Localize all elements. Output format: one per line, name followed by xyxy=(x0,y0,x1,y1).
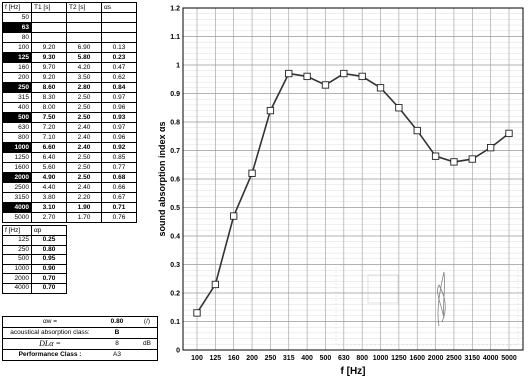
header-frequency-p: f [Hz] xyxy=(3,226,32,236)
t1-cell: 9.70 xyxy=(32,63,67,73)
x-tick-label: 1600 xyxy=(409,355,426,362)
summary-panel xyxy=(2,316,158,361)
alpha-s-cell: 0.77 xyxy=(102,163,137,173)
data-point-marker xyxy=(267,107,273,113)
table-row xyxy=(3,173,137,183)
data-point-marker xyxy=(341,70,347,76)
table-row xyxy=(3,93,137,103)
y-tick-label: 0.6 xyxy=(170,176,180,184)
header-t2: T2 [s] xyxy=(67,3,102,13)
performance-class-spacer xyxy=(137,350,157,360)
alpha-s-cell: 0.92 xyxy=(102,143,137,153)
chart-grid xyxy=(183,8,523,350)
x-tick-label: 800 xyxy=(356,355,369,362)
data-table-panel xyxy=(2,2,156,294)
t2-cell: 2.50 xyxy=(67,93,102,103)
alpha-p-cell: 0.70 xyxy=(32,283,67,293)
table-row xyxy=(3,63,137,73)
y-tick-label: 0.2 xyxy=(170,290,180,298)
x-tick-label: 630 xyxy=(337,355,350,362)
y-tick-label: 0.4 xyxy=(170,233,180,241)
t2-cell: 1.70 xyxy=(67,213,102,223)
x-tick-label: 250 xyxy=(264,355,277,362)
t1-cell xyxy=(32,33,67,43)
performance-class-value: A3 xyxy=(113,351,121,358)
frequency-cell: 315 xyxy=(3,93,32,103)
header-alpha-s: αs xyxy=(102,3,137,13)
x-axis-label: f [Hz] xyxy=(340,366,366,377)
table-row xyxy=(3,53,137,63)
data-point-marker xyxy=(212,281,218,287)
alpha-s-cell: 0.71 xyxy=(102,203,137,213)
table-row xyxy=(3,133,137,143)
alpha-p-cell: 0.25 xyxy=(32,236,67,246)
alpha-p-table xyxy=(2,225,67,294)
y-tick-label: 0.3 xyxy=(170,262,180,269)
y-tick-label: 0.5 xyxy=(170,205,180,212)
t2-cell: 2.20 xyxy=(67,193,102,203)
dl-alpha-value: 8 xyxy=(115,340,119,347)
data-point-marker xyxy=(304,73,310,79)
alpha-s-cell: 0.97 xyxy=(102,93,137,103)
t1-cell xyxy=(32,13,67,23)
y-tick-label: 1 xyxy=(176,62,180,70)
t1-cell: 6.60 xyxy=(32,143,67,153)
table-row xyxy=(3,193,137,203)
table-row xyxy=(3,236,67,246)
t1-cell: 3.80 xyxy=(32,193,67,203)
t1-cell: 7.20 xyxy=(32,123,67,133)
x-tick-label: 2500 xyxy=(446,355,462,362)
t2-cell: 2.50 xyxy=(67,173,102,183)
data-point-marker xyxy=(231,213,237,219)
alpha-s-cell xyxy=(102,23,137,33)
x-tick-label: 200 xyxy=(246,355,258,362)
performance-class-label: Performance Class : xyxy=(18,351,82,358)
frequency-cell: 2500 xyxy=(3,183,32,193)
table-row xyxy=(3,73,137,83)
t1-cell: 4.90 xyxy=(32,173,67,183)
x-tick-label: 125 xyxy=(209,355,222,362)
table-row xyxy=(3,203,137,213)
alpha-w-row xyxy=(3,317,157,328)
frequency-cell: 3150 xyxy=(3,193,32,203)
t1-cell: 3.10 xyxy=(32,203,67,213)
data-point-marker xyxy=(249,170,255,176)
header-frequency: f [Hz] xyxy=(3,3,32,13)
t2-cell: 2.40 xyxy=(67,143,102,153)
alpha-s-cell: 0.85 xyxy=(102,153,137,163)
alpha-s-cell xyxy=(102,13,137,23)
frequency-cell: 160 xyxy=(3,63,32,73)
alpha-s-cell: 0.97 xyxy=(102,123,137,133)
alpha-s-cell: 0.47 xyxy=(102,63,137,73)
table-row xyxy=(3,274,67,284)
y-tick-label: 0.1 xyxy=(170,319,180,326)
y-tick-label: 0.7 xyxy=(170,148,180,155)
frequency-cell: 250 xyxy=(3,245,32,255)
alpha-w-unit: (/) xyxy=(143,318,151,325)
frequency-cell: 500 xyxy=(3,113,32,123)
x-tick-label: 1250 xyxy=(391,355,407,362)
t2-cell: 2.50 xyxy=(67,163,102,173)
t2-cell: 2.50 xyxy=(67,153,102,163)
t1-cell: 8.60 xyxy=(32,83,67,93)
frequency-cell: 63 xyxy=(3,23,32,33)
data-point-marker xyxy=(451,159,457,165)
data-point-marker xyxy=(469,156,475,162)
table-row xyxy=(3,163,137,173)
table-row xyxy=(3,283,67,293)
table-row xyxy=(3,43,137,53)
alpha-p-cell: 0.70 xyxy=(32,274,67,284)
t2-cell xyxy=(67,33,102,43)
x-tick-label: 5000 xyxy=(501,355,517,362)
table-row xyxy=(3,23,137,33)
table-row xyxy=(3,213,137,223)
frequency-cell: 400 xyxy=(3,103,32,113)
dl-alpha-label: DLα = xyxy=(39,339,61,348)
dl-alpha-unit: dB xyxy=(143,340,151,347)
absorption-class-row xyxy=(3,328,157,339)
t2-cell: 2.50 xyxy=(67,113,102,123)
data-point-marker xyxy=(396,105,402,111)
x-tick-label: 315 xyxy=(282,355,295,362)
alpha-s-cell: 0.84 xyxy=(102,83,137,93)
t2-cell xyxy=(67,13,102,23)
alpha-p-cell: 0.90 xyxy=(32,264,67,274)
alpha-s-cell: 0.96 xyxy=(102,103,137,113)
data-point-marker xyxy=(487,144,493,150)
y-tick-label: 0 xyxy=(176,347,180,355)
alpha-s-cell: 0.23 xyxy=(102,53,137,63)
t1-cell: 8.00 xyxy=(32,103,67,113)
frequency-cell: 4000 xyxy=(3,203,32,213)
data-point-marker xyxy=(194,310,200,316)
table-row xyxy=(3,123,137,133)
alpha-s-cell: 0.68 xyxy=(102,173,137,183)
t2-cell: 5.80 xyxy=(67,53,102,63)
frequency-cell: 2000 xyxy=(3,173,32,183)
t1-cell: 9.20 xyxy=(32,43,67,53)
table-row xyxy=(3,83,137,93)
frequency-cell: 2000 xyxy=(3,274,32,284)
x-tick-label: 160 xyxy=(227,355,240,362)
data-point-marker xyxy=(322,82,328,88)
alpha-s-cell: 0.13 xyxy=(102,43,137,53)
table-row xyxy=(3,113,137,123)
data-markers xyxy=(194,70,512,316)
table-row xyxy=(3,13,137,23)
alpha-s-cell xyxy=(102,33,137,43)
x-tick-label: 1000 xyxy=(372,355,389,362)
frequency-cell: 1000 xyxy=(3,143,32,153)
frequency-cell: 1000 xyxy=(3,264,32,274)
y-tick-label: 1.1 xyxy=(170,34,180,41)
frequency-cell: 500 xyxy=(3,255,32,265)
t2-cell: 6.90 xyxy=(67,43,102,53)
frequency-cell: 100 xyxy=(3,43,32,53)
t2-cell: 3.50 xyxy=(67,73,102,83)
t1-cell: 9.20 xyxy=(32,73,67,83)
frequency-cell: 125 xyxy=(3,236,32,246)
header-alpha-p: αp xyxy=(32,226,67,236)
table-row xyxy=(3,264,67,274)
data-point-marker xyxy=(414,127,420,133)
x-tick-label: 4000 xyxy=(482,355,499,362)
t2-cell: 1.90 xyxy=(67,203,102,213)
frequency-cell: 800 xyxy=(3,133,32,143)
y-tick-label: 0.8 xyxy=(170,119,180,127)
t1-cell: 2.70 xyxy=(32,213,67,223)
alpha-s-cell: 0.96 xyxy=(102,133,137,143)
alpha-p-cell: 0.95 xyxy=(32,255,67,265)
frequency-cell: 1600 xyxy=(3,163,32,173)
t1-cell xyxy=(32,23,67,33)
t2-cell: 2.40 xyxy=(67,133,102,143)
header-t1: T1 [s] xyxy=(32,3,67,13)
x-tick-label: 3150 xyxy=(464,355,481,362)
frequency-cell: 50 xyxy=(3,13,32,23)
frequency-cell: 5000 xyxy=(3,213,32,223)
data-point-marker xyxy=(432,153,438,159)
data-point-marker xyxy=(377,85,383,91)
t2-cell xyxy=(67,23,102,33)
alpha-s-cell: 0.76 xyxy=(102,213,137,223)
frequency-cell: 125 xyxy=(3,53,32,63)
frequency-cell: 630 xyxy=(3,123,32,133)
t2-cell: 2.40 xyxy=(67,183,102,193)
table-row xyxy=(3,245,67,255)
table-row xyxy=(3,33,137,43)
alpha-w-value: 0.80 xyxy=(110,318,124,325)
t1-cell: 9.30 xyxy=(32,53,67,63)
dl-alpha-row xyxy=(3,339,157,350)
absorption-class-label: acoustical absorption class: xyxy=(10,329,90,336)
x-tick-label: 100 xyxy=(191,355,203,362)
table-row xyxy=(3,103,137,113)
x-tick-labels xyxy=(191,355,517,362)
measurement-table xyxy=(2,2,137,223)
absorption-chart xyxy=(156,0,532,381)
frequency-cell: 4000 xyxy=(3,283,32,293)
t1-cell: 7.10 xyxy=(32,133,67,143)
y-tick-label: 1.2 xyxy=(170,5,180,13)
t1-cell: 5.60 xyxy=(32,163,67,173)
alpha-s-cell: 0.66 xyxy=(102,183,137,193)
frequency-cell: 250 xyxy=(3,83,32,93)
alpha-s-cell: 0.62 xyxy=(102,73,137,83)
absorption-class-spacer xyxy=(137,328,157,338)
alpha-w-label: αw = xyxy=(42,318,58,325)
table-row xyxy=(3,255,67,265)
data-point-marker xyxy=(506,130,512,136)
x-tick-label: 400 xyxy=(301,355,313,362)
x-tick-label: 2000 xyxy=(427,355,444,362)
t2-cell: 2.50 xyxy=(67,103,102,113)
data-point-marker xyxy=(286,70,292,76)
performance-class-row xyxy=(3,350,157,360)
alpha-s-cell: 0.67 xyxy=(102,193,137,203)
frequency-cell: 1250 xyxy=(3,153,32,163)
table-row xyxy=(3,143,137,153)
alpha-s-cell: 0.93 xyxy=(102,113,137,123)
t1-cell: 7.50 xyxy=(32,113,67,123)
t1-cell: 8.30 xyxy=(32,93,67,103)
alpha-p-cell: 0.80 xyxy=(32,245,67,255)
frequency-cell: 80 xyxy=(3,33,32,43)
alpha-s-line xyxy=(197,74,509,313)
t1-cell: 6.40 xyxy=(32,153,67,163)
t1-cell: 4.40 xyxy=(32,183,67,193)
signature-stroke xyxy=(438,272,446,326)
t2-cell: 2.80 xyxy=(67,83,102,93)
absorption-class-value: B xyxy=(114,329,120,336)
y-tick-labels xyxy=(170,6,180,355)
y-axis-label: sound absorption index αs xyxy=(157,121,167,237)
table-row xyxy=(3,183,137,193)
frequency-cell: 200 xyxy=(3,73,32,83)
t2-cell: 4.20 xyxy=(67,63,102,73)
y-tick-label: 0.9 xyxy=(170,91,180,98)
data-point-marker xyxy=(359,73,365,79)
t2-cell: 2.40 xyxy=(67,123,102,133)
x-tick-label: 500 xyxy=(319,355,332,362)
table-row xyxy=(3,153,137,163)
